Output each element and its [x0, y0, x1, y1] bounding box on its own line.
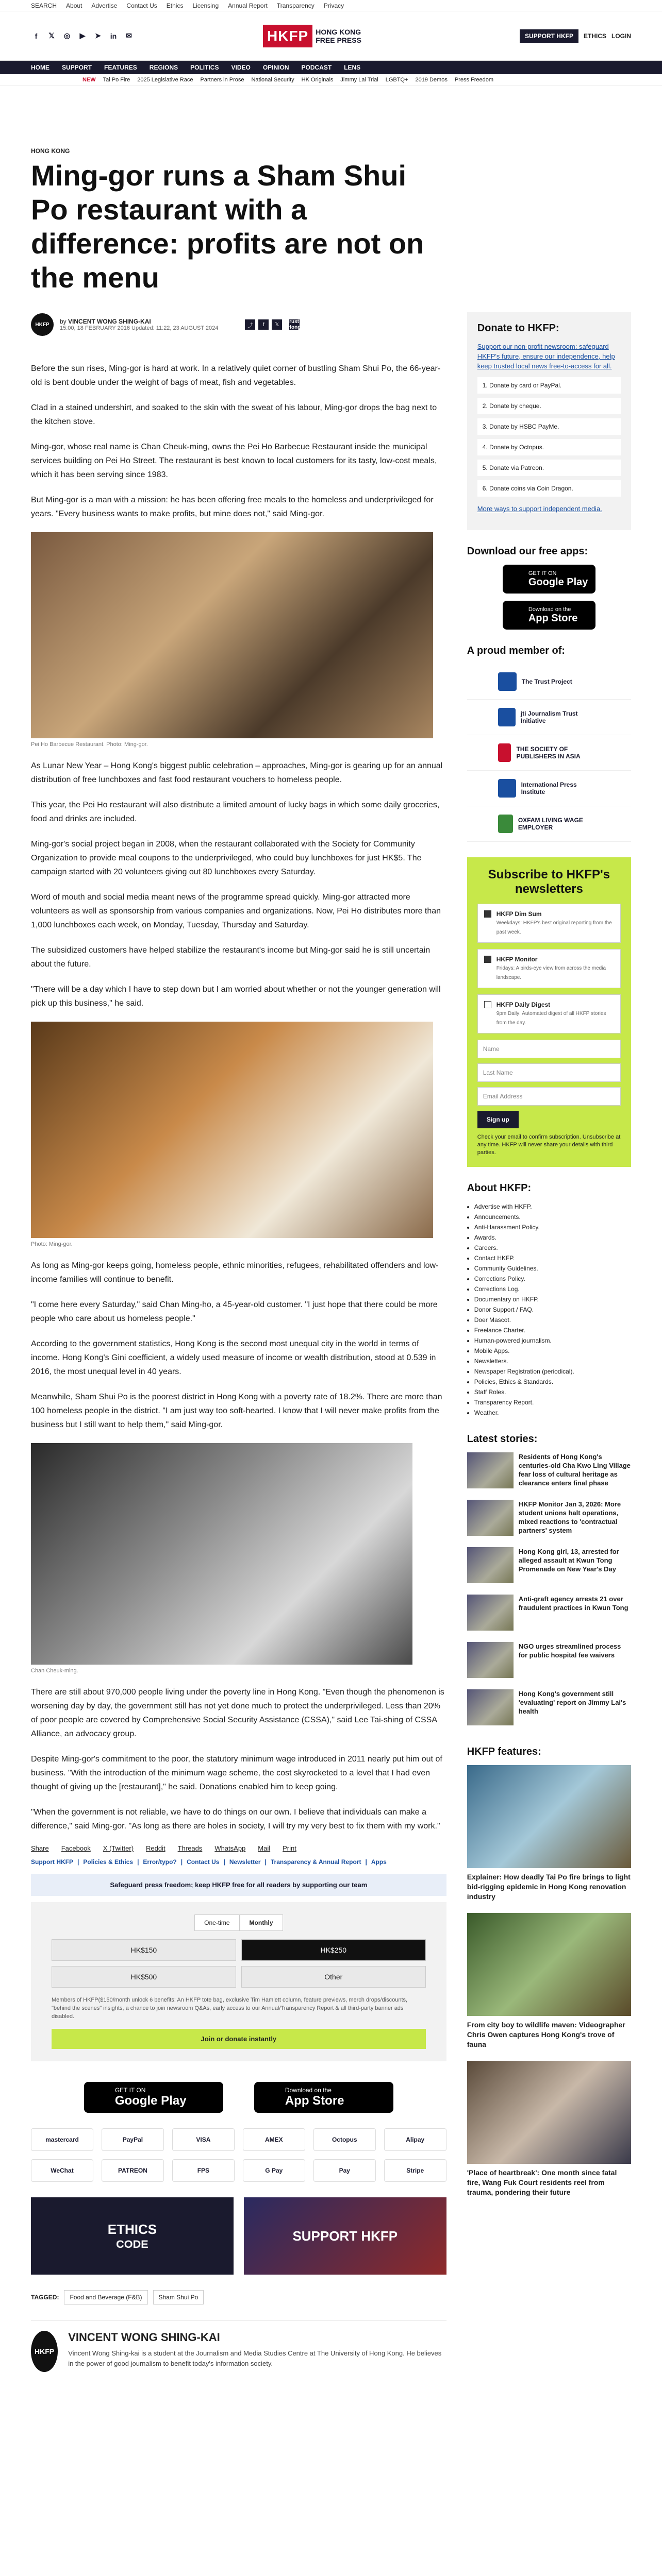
fps-icon: FPS — [172, 2159, 235, 2182]
trending-tag[interactable]: 2025 Legislative Race — [137, 76, 193, 83]
newsletter-option[interactable]: HKFP Daily Digest 9pm Daily: Automated digest of all HKFP stories from the day. — [477, 994, 621, 1033]
author-box-avatar: HKFP — [31, 2331, 58, 2372]
about-item[interactable]: • Corrections Policy. — [474, 1274, 631, 1284]
checkbox-checked-icon — [484, 956, 491, 963]
promo-banners — [31, 2197, 446, 2275]
photo-caption: Photo: Ming-gor. — [31, 1241, 73, 1247]
donate-option[interactable]: 2. Donate by cheque. — [477, 398, 621, 414]
apps-heading: Download our free apps: — [467, 546, 588, 557]
about-item[interactable]: • Donor Support / FAQ. — [474, 1304, 631, 1315]
topbar-link[interactable]: Advertise — [91, 2, 118, 9]
donate-heading: Donate to HKFP: — [477, 323, 559, 334]
author-box — [31, 2320, 446, 2372]
trending-tag[interactable]: LGBTQ+ — [385, 76, 408, 83]
more-ways-link[interactable]: More ways to support independent media. — [477, 505, 602, 513]
author-avatar: HKFP — [31, 313, 54, 336]
paragraph: "When the government is not reliable, we have to do things on our own. I believe that individuals can make a difference," said Ming-gor. "As long as there are holes in society, I will try my very best to fix them with my work." — [31, 1808, 440, 1831]
main-nav — [0, 61, 662, 74]
trending-tag[interactable]: Press Freedom — [454, 76, 494, 83]
mail-icon[interactable]: ✉ — [126, 31, 132, 40]
trending-tag[interactable]: Partners in Prose — [200, 76, 244, 83]
oxfam-icon — [498, 815, 513, 833]
about-item[interactable]: • Awards. — [474, 1232, 631, 1243]
nav-item[interactable]: REGIONS — [149, 64, 178, 71]
paragraph: Before the sun rises, Ming-gor is hard at work. In a relatively quiet corner of bustling Sham Shui Po, the 66-year-old is bent double under the weight of bags of meat, fish and vegetables. — [31, 364, 441, 387]
about-item[interactable]: • Contact HKFP. — [474, 1253, 631, 1263]
donate-note: Members of HKFP($150/month unlock 6 benefits: An HKFP tote bag, exclusive Tim Hamlett column, feature previews, merch drops/discounts, "behind the scenes" insights, a chance to join newsroom Q&As, early access to our Annual/Transparency Report & all third-party banner ads disabled. — [52, 1997, 408, 2020]
telegram-icon[interactable]: ➤ — [95, 31, 101, 40]
photo-caption: Chan Cheuk-ming. — [31, 1668, 78, 1674]
about-item[interactable]: • Documentary on HKFP. — [474, 1294, 631, 1304]
checkbox-checked-icon — [484, 910, 491, 918]
ethics-banner[interactable]: ETHICS CODE — [31, 2197, 234, 2275]
footer-link[interactable]: Contact Us — [187, 1858, 220, 1866]
footer-link[interactable]: Transparency & Annual Report — [270, 1858, 361, 1866]
youtube-icon[interactable]: ▶ — [79, 31, 86, 40]
share-row — [31, 1844, 446, 1852]
about-item[interactable]: • Newspaper Registration (periodical). — [474, 1366, 631, 1377]
amex-icon: AMEX — [243, 2128, 305, 2151]
footer-link[interactable]: Apps — [371, 1858, 387, 1866]
member-logo[interactable]: THE SOCIETY OF PUBLISHERS IN ASIA — [467, 735, 631, 771]
trust-project-icon — [498, 672, 517, 691]
trending-tag[interactable]: Tai Po Fire — [103, 76, 130, 83]
topbar-link[interactable]: Licensing — [192, 2, 219, 9]
app-store-badge[interactable]: Download on the App Store — [254, 2082, 393, 2113]
latest-story[interactable]: Hong Kong girl, 13, arrested for alleged assault at Kwun Tong Promenade on New Year's Day — [467, 1547, 631, 1583]
author-box-name[interactable]: VINCENT WONG SHING-KAI — [68, 2331, 220, 2344]
share-link[interactable]: Share — [31, 1844, 49, 1852]
header-actions — [520, 29, 631, 43]
nav-item[interactable]: VIDEO — [231, 64, 251, 71]
paragraph: "I come here every Saturday," said Chan Ming-ho, a 45-year-old customer. "I just hope that there could be more people who care about us homeless people." — [31, 1300, 438, 1323]
newsletter-option[interactable]: HKFP Monitor Fridays: A birds-eye view from across the media landscape. — [477, 949, 621, 988]
paragraph: As long as Ming-gor keeps going, homeless people, ethnic minorities, refugees, rehabilitated offenders and low-income families will continue to benefit. — [31, 1261, 439, 1284]
by-label: by — [60, 318, 67, 325]
about-item[interactable]: • Transparency Report. — [474, 1397, 631, 1408]
tagged-label: TAGGED: — [31, 2294, 59, 2301]
share-icon[interactable]: ⤴ — [245, 319, 255, 330]
feature-story[interactable]: 'Place of heartbreak': One month since fatal fire, Wang Fuk Court residents reel from trauma, pondering their future — [467, 2061, 631, 2197]
lunchbox-photo — [31, 1022, 433, 1238]
author-name[interactable]: VINCENT WONG SHING-KAI — [68, 318, 151, 325]
donate-option[interactable]: 3. Donate by HSBC PayMe. — [477, 418, 621, 435]
site-logo[interactable] — [263, 25, 361, 47]
footer-link[interactable]: Support HKFP — [31, 1858, 73, 1866]
newsletter-option[interactable]: HKFP Dim Sum Weekdays: HKFP's best original reporting from the past week. — [477, 904, 621, 943]
feature-image — [467, 2061, 631, 2164]
about-item[interactable]: • Careers. — [474, 1243, 631, 1253]
share-link[interactable]: Mail — [258, 1844, 271, 1852]
amount-option[interactable]: HK$150 — [52, 1939, 236, 1961]
signup-button[interactable]: Sign up — [477, 1111, 519, 1128]
email-input[interactable]: Email Address — [477, 1087, 621, 1106]
topbar-link[interactable]: Contact Us — [126, 2, 157, 9]
share-link[interactable]: Facebook — [61, 1844, 91, 1852]
about-item[interactable]: • Announcements. — [474, 1212, 631, 1222]
portrait-photo — [31, 1443, 412, 1665]
story-thumbnail — [467, 1595, 514, 1631]
patreon-icon: PATREON — [102, 2159, 164, 2182]
facebook-icon[interactable]: f — [35, 31, 38, 40]
about-item[interactable]: • Freelance Charter. — [474, 1325, 631, 1335]
share-link[interactable]: Threads — [177, 1844, 203, 1852]
paragraph: Meanwhile, Sham Shui Po is the poorest district in Hong Kong with a poverty rate of 18.2%. There are more than 100 homeless people in the district. "I am just way too soft-hearted. I know that I will never make profits from the business but I still want to help them," said Ming-gor. — [31, 1393, 442, 1429]
about-item[interactable]: • Doer Mascot. — [474, 1315, 631, 1325]
paragraph: This year, the Pei Ho restaurant will also distribute a limited amount of lucky bags in which some daily groceries, food and drinks are included. — [31, 801, 440, 823]
paragraph: But Ming-gor is a man with a mission: he has been offering free meals to the homeless and underprivileged for years. "Every business wants to make profits, but mine does not," said Ming-gor. — [31, 496, 434, 518]
newsletter-heading: Subscribe to HKFP's newsletters — [488, 868, 610, 896]
donate-amounts — [52, 1939, 426, 1988]
story-thumbnail — [467, 1547, 514, 1583]
byline — [31, 302, 446, 347]
restaurant-photo — [31, 532, 433, 738]
member-logo[interactable]: The Trust Project — [467, 664, 631, 700]
jti-icon — [498, 708, 516, 726]
feature-image — [467, 1765, 631, 1868]
feature-image — [467, 1913, 631, 2016]
donate-option[interactable]: 5. Donate via Patreon. — [477, 460, 621, 476]
applepay-icon: Pay — [313, 2159, 376, 2182]
paragraph: As Lunar New Year – Hong Kong's biggest public celebration – approaches, Ming-gor is gearing up for an annual distribution of free lunchboxes and fast food restaurant vouchers to homeless people. — [31, 761, 443, 784]
nav-item[interactable]: FEATURES — [104, 64, 137, 71]
footer-link[interactable]: Newsletter — [229, 1858, 261, 1866]
about-item[interactable]: • Community Guidelines. — [474, 1263, 631, 1274]
nav-item[interactable]: PODCAST — [301, 64, 332, 71]
about-item[interactable]: • Staff Roles. — [474, 1387, 631, 1397]
donate-tabs — [52, 1914, 426, 1931]
trending-tag[interactable]: 2019 Demos — [415, 76, 448, 83]
nav-item[interactable]: OPINION — [262, 64, 289, 71]
paypal-icon: PayPal — [102, 2128, 164, 2151]
wechat-icon: WeChat — [31, 2159, 93, 2182]
app-store-badge[interactable]: Download on the App Store — [503, 601, 595, 630]
trending-tag[interactable]: National Security — [251, 76, 294, 83]
latest-story[interactable]: Hong Kong's government still 'evaluating' report on Jimmy Lai's health — [467, 1689, 631, 1725]
share-link[interactable]: Print — [283, 1844, 296, 1852]
search-link[interactable]: SEARCH — [31, 2, 57, 9]
paragraph: Word of mouth and social media meant news of the programme spread quickly. Ming-gor attracted more volunteers as well as sponsorship from various companies and organizations. Now, Pei Ho distributes more than 1,000 lunchboxes each week, on Monday, Tuesday, Thursday and Saturday. — [31, 893, 441, 929]
article-main — [31, 86, 446, 2372]
tag-chip[interactable]: Sham Shui Po — [153, 2290, 204, 2304]
support-banner[interactable]: SUPPORT HKFP — [244, 2197, 446, 2275]
about-item[interactable]: • Policies, Ethics & Standards. — [474, 1377, 631, 1387]
visa-icon: VISA — [172, 2128, 235, 2151]
x-icon[interactable]: 𝕏 — [272, 319, 282, 330]
tags-row — [31, 2290, 446, 2304]
story-thumbnail — [467, 1452, 514, 1488]
paragraph: Ming-gor, whose real name is Chan Cheuk-ming, owns the Pei Ho Barbecue Restaurant inside the municipal services building on Pei Ho Street. The restaurant is best known to local customers for its tasty, low-cost meals, which it has been serving since 1983. — [31, 443, 437, 479]
last-name-input[interactable]: Last Name — [477, 1063, 621, 1082]
donate-card — [467, 312, 631, 530]
story-thumbnail — [467, 1500, 514, 1536]
trending-tag[interactable]: HK Originals — [301, 76, 334, 83]
about-item[interactable]: • Weather. — [474, 1408, 631, 1418]
about-heading: About HKFP: — [467, 1182, 532, 1194]
share-link[interactable]: WhatsApp — [214, 1844, 246, 1852]
about-item[interactable]: • Anti-Harassment Policy. — [474, 1222, 631, 1232]
member-heading: A proud member of: — [467, 645, 566, 656]
member-logo[interactable]: OXFAM LIVING WAGE EMPLOYER — [467, 806, 631, 842]
about-item[interactable]: • Newsletters. — [474, 1356, 631, 1366]
donate-option[interactable]: 4. Donate by Octopus. — [477, 439, 621, 455]
paragraph: Despite Ming-gor's commitment to the poor, the statutory minimum wage introduced in 2011 nearly put him out of business. "With the introduction of the minimum wage scheme, the cost skyrocketed to a level that I had even thought of giving up the [restaurant]," he said. Donations enabled him to keep going. — [31, 1755, 442, 1791]
trust-link[interactable]: Why you can trust Hong Kong Free Press — [287, 302, 302, 347]
gpay-icon: G Pay — [243, 2159, 305, 2182]
name-input[interactable]: Name — [477, 1040, 621, 1058]
member-logo[interactable]: International Press Institute — [467, 771, 631, 806]
feature-story[interactable]: Explainer: How deadly Tai Po fire brings to light bid-rigging epidemic in Hong Kong renovation industry — [467, 1765, 631, 1902]
ipi-icon — [498, 779, 516, 798]
new-badge: NEW — [82, 76, 96, 83]
latest-story[interactable]: NGO urges streamlined process for public hospital fee waivers — [467, 1642, 631, 1678]
sidebar — [467, 86, 631, 2372]
facebook-icon[interactable]: f — [258, 319, 269, 330]
logo-mark: HKFP — [263, 25, 312, 47]
amount-option-selected[interactable]: HK$250 — [241, 1939, 426, 1961]
trending-bar — [0, 74, 662, 86]
alipay-icon: Alipay — [384, 2128, 446, 2151]
top-utility-bar — [0, 0, 662, 11]
about-item[interactable]: • Human-powered journalism. — [474, 1335, 631, 1346]
latest-story[interactable]: Residents of Hong Kong's centuries-old Cha Kwo Ling Village fear loss of cultural heritage as clearance enters final phase — [467, 1452, 631, 1488]
donate-option[interactable]: 6. Donate coins via Coin Dragon. — [477, 480, 621, 497]
footer-link[interactable]: Policies & Ethics — [83, 1858, 134, 1866]
octopus-icon: Octopus — [313, 2128, 376, 2151]
feature-story[interactable]: From city boy to wildlife maven: Videographer Chris Owen captures Hong Kong's trove of fauna — [467, 1913, 631, 2049]
paragraph: According to the government statistics, Hong Kong is the second most unequal city in the world in terms of income. Hong Kong's Gini coefficient, a widely used measure of income or wealth distribution, stood at 0.539 in 2016, the most unequal level in 40 years. — [31, 1340, 436, 1376]
section-label[interactable]: HONG KONG — [31, 147, 70, 155]
about-item[interactable]: • Mobile Apps. — [474, 1346, 631, 1356]
topbar-link[interactable]: About — [66, 2, 82, 9]
site-header — [0, 11, 662, 61]
instagram-icon[interactable]: ◎ — [63, 31, 71, 40]
checkbox-icon — [484, 1001, 491, 1008]
nav-item[interactable]: HOME — [31, 64, 49, 71]
paragraph: The subsidized customers have helped stabilize the restaurant's income but Ming-gor said he is still uncertain about the future. — [31, 946, 431, 969]
nav-item[interactable]: LENS — [344, 64, 361, 71]
google-play-badge[interactable]: GET IT ON Google Play — [503, 565, 595, 594]
author-bio: Vincent Wong Shing-kai is a student at the Journalism and Media Studies Centre at The University of Hong Kong. He believes in the power of good journalism to benefit today's information society. — [68, 2349, 442, 2367]
nav-item[interactable]: POLITICS — [190, 64, 219, 71]
share-icons — [245, 302, 302, 347]
press-freedom-banner[interactable]: Safeguard press freedom; keep HKFP free for all readers by supporting our team — [31, 1874, 446, 1896]
linkedin-icon[interactable]: in — [110, 31, 117, 40]
about-item[interactable]: • Advertise with HKFP. — [474, 1201, 631, 1212]
sopa-icon — [498, 743, 511, 762]
latest-heading: Latest stories: — [467, 1433, 538, 1445]
paragraph: "There will be a day which I have to step down but I am worried about whether or not the younger generation will pick up this business," he said. — [31, 985, 441, 1008]
share-link[interactable]: X (Twitter) — [103, 1844, 134, 1852]
ethics-link[interactable]: ETHICS — [583, 32, 606, 40]
footer-link[interactable]: Error/typo? — [143, 1858, 177, 1866]
trending-tag[interactable]: Jimmy Lai Trial — [340, 76, 378, 83]
amount-option[interactable]: Other — [241, 1966, 426, 1988]
paragraph: Clad in a stained undershirt, and soaked to the skin with the sweat of his labour, Ming-gor drops the bag next to the kitchen stove. — [31, 403, 437, 426]
paragraph: There are still about 970,000 people living under the poverty line in Hong Kong. "Even though the phenomenon is worsening day by day, the government still has not yet done much to protect the underprivileged. Less than 20% of poor people are covered by Comprehensive Social Security Assistance (CSSA)," said Lee Tai-shing of CSSA Alliance, an advocacy group. — [31, 1688, 444, 1738]
nav-item[interactable]: SUPPORT — [62, 64, 92, 71]
paragraph: Ming-gor's social project began in 2008, when the restaurant collaborated with the Society for Community Organization to provide meal coupons to the underprivileged, who could buy lunchboxes for just HK$5. The campaign started with 20 volunteers giving out 80 lunchboxes every Saturday. — [31, 840, 422, 876]
newsletter-box — [467, 857, 631, 1167]
payment-methods — [31, 2128, 446, 2182]
donate-option[interactable]: 1. Donate by card or PayPal. — [477, 377, 621, 394]
amount-option[interactable]: HK$500 — [52, 1966, 236, 1988]
donate-widget — [31, 1902, 446, 2061]
google-play-badge[interactable]: GET IT ON Google Play — [84, 2082, 223, 2113]
topbar-link[interactable]: Privacy — [323, 2, 344, 9]
publish-dates: 15:00, 18 FEBRUARY 2016 Updated: 11:22, 23 AUGUST 2024 — [60, 325, 219, 331]
topbar-link[interactable]: Annual Report — [228, 2, 268, 9]
join-donate-button[interactable]: Join or donate instantly — [52, 2029, 426, 2049]
features-heading: HKFP features: — [467, 1746, 541, 1757]
about-item[interactable]: • Corrections Log. — [474, 1284, 631, 1294]
topbar-link[interactable]: Ethics — [166, 2, 184, 9]
login-link[interactable]: LOGIN — [611, 32, 631, 40]
tab-monthly[interactable]: Monthly — [240, 1914, 283, 1931]
story-thumbnail — [467, 1689, 514, 1725]
donate-intro-link[interactable]: Support our non-profit newsroom: safeguard HKFP's future, ensure our independence, help keep trusted local news free-to-access for all. — [477, 343, 615, 370]
share-link[interactable]: Reddit — [146, 1844, 166, 1852]
stripe-icon: Stripe — [384, 2159, 446, 2182]
x-icon[interactable]: 𝕏 — [48, 31, 55, 40]
article-title: Ming-gor runs a Sham Shui Po restaurant with a difference: profits are not on the menu — [31, 159, 424, 294]
article-footer-links: Support HKFP | Policies & Ethics | Error/typo? | Contact Us | Newsletter | Transparency & Annual Report | Apps — [31, 1858, 387, 1866]
mastercard-icon: mastercard — [31, 2128, 93, 2151]
support-button[interactable]: SUPPORT HKFP — [520, 29, 578, 43]
topbar-link[interactable]: Transparency — [276, 2, 315, 9]
story-thumbnail — [467, 1642, 514, 1678]
photo-caption: Pei Ho Barbecue Restaurant. Photo: Ming-gor. — [31, 741, 148, 748]
latest-story[interactable]: HKFP Monitor Jan 3, 2026: More student unions halt operations, mixed reactions to 'contractual partners' system — [467, 1500, 631, 1536]
latest-story[interactable]: Anti-graft agency arrests 21 over fraudulent practices in Kwun Tong — [467, 1595, 631, 1631]
app-badges — [31, 2082, 446, 2113]
member-logo[interactable]: jti Journalism Trust Initiative — [467, 700, 631, 735]
logo-wordmark: HONG KONG FREE PRESS — [316, 27, 361, 44]
social-icons — [31, 31, 134, 41]
tab-one-time[interactable]: One-time — [194, 1914, 239, 1931]
newsletter-note: Check your email to confirm subscription. Unsubscribe at any time. HKFP will never share your details with third parties. — [477, 1134, 621, 1156]
tag-chip[interactable]: Food and Beverage (F&B) — [64, 2290, 147, 2304]
about-list — [467, 1201, 631, 1418]
